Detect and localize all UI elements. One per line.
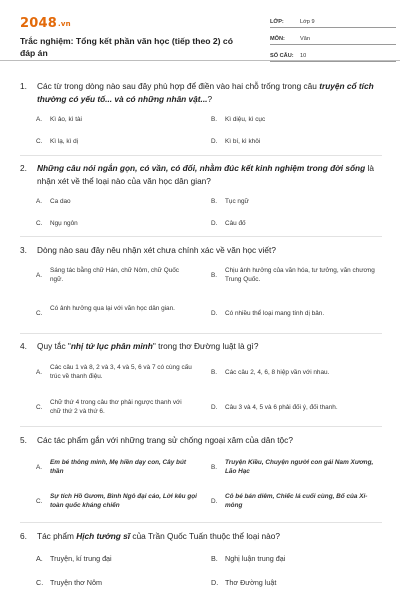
meta-value: Lớp 9 [300,19,315,25]
meta-box [270,14,396,62]
question-3 [20,244,382,257]
option-a[interactable]: A. Em bé thông minh, Mẹ hiền dạy con, Cây bút thần [36,459,186,476]
question-text: Dòng nào sau đây nêu nhận xét chưa chính xác về văn học viết? [37,245,276,255]
question-divider [20,236,382,237]
option-b[interactable]: B. Các câu 2, 4, 6, 8 hiệp vần với nhau. [211,369,330,376]
option-a[interactable]: A. Sáng tác bằng chữ Hán, chữ Nôm, chữ Quốc ngữ. [36,267,179,284]
question-divider [20,426,382,427]
question-divider [20,522,382,523]
option-a[interactable]: A. Truyện, kí trung đại [36,554,112,563]
question-5 [20,434,382,447]
question-2 [20,162,382,187]
option-c[interactable]: C. Chữ thứ 4 trong câu thơ phải ngược thanh với chữ thứ 2 và thứ 6. [36,399,182,416]
question-6 [20,530,382,543]
question-text: Tác phẩm Hịch tướng sĩ của Trần Quốc Tuấn thuộc thể loại nào? [37,531,281,541]
question-divider [20,155,382,156]
question-number: 2. [20,163,27,173]
option-a[interactable]: A. Kì ảo, kì tài [36,116,82,123]
option-c[interactable]: C. Có ảnh hưởng qua lại với văn học dân gian. [36,305,175,317]
question-text: Các tác phẩm gắn với những trang sử chống ngoại xâm của dân tộc? [37,435,293,445]
meta-label: SỐ CÂU: [270,53,294,59]
logo-suffix: .vn [57,20,71,28]
option-c[interactable]: C. Ngụ ngôn [36,220,78,227]
header-divider [0,60,400,61]
site-logo[interactable] [20,16,71,31]
meta-value: Văn [300,36,310,42]
option-a[interactable]: A. Các câu 1 và 8, 2 và 3, 4 và 5, 6 và 7 có cùng cấu trúc về thanh điệu. [36,364,192,381]
question-divider [20,333,382,334]
option-d[interactable]: D. Thơ Đường luật [211,578,277,587]
option-c[interactable]: C. Truyện thơ Nôm [36,578,102,587]
question-number: 1. [20,81,27,91]
question-text: Các từ trong dòng nào sau đây phù hợp để điền vào hai chỗ trống trong câu truyện cổ tích thường có yếu tố... và có những nhân vật...? [37,81,374,104]
option-d[interactable]: D. Cô bé bán diêm, Chiếc lá cuối cùng, Bố của Xi- mông [211,493,368,510]
question-number: 3. [20,245,27,255]
question-4 [20,340,382,353]
meta-row-grade [270,14,396,28]
meta-label: MÔN: [270,36,285,42]
meta-row-subject [270,31,396,45]
option-b[interactable]: B. Nghị luận trung đại [211,554,286,563]
question-text: Quy tắc "nhị tứ lục phân minh" trong thơ Đường luật là gì? [37,341,259,351]
option-c[interactable]: C. Kì lạ, kì dị [36,138,79,145]
option-a[interactable]: A. Ca dao [36,198,71,205]
option-c[interactable]: C. Sự tích Hồ Gươm, Bình Ngô đại cáo, Lời kêu gọi toàn quốc kháng chiến [36,493,197,510]
option-d[interactable]: D. Kì bí, kì khôi [211,138,261,145]
question-number: 4. [20,341,27,351]
document-title: Trắc nghiệm: Tổng kết phần văn học (tiếp theo 2) có đáp án [20,36,233,58]
option-d[interactable]: D. Câu 3 và 4, 5 và 6 phải đối ý, đối thanh. [211,404,338,411]
meta-label: LỚP: [270,19,284,25]
question-text: Những câu nói ngắn gọn, có vần, có đối, nhằm đúc kết kinh nghiệm trong đời sống là nhận xét về thể loại nào của văn học dân gian? [37,163,374,186]
option-b[interactable]: B. Kì diệu, kì cục [211,116,266,123]
question-number: 6. [20,531,27,541]
option-b[interactable]: B. Tục ngữ [211,198,249,205]
page-header [16,14,384,72]
logo-text: 2048 [20,16,57,31]
question-1 [20,80,382,105]
option-b[interactable]: B. Truyện Kiều, Chuyện người con gái Nam Xương, Lão Hạc [211,459,374,476]
meta-value: 10 [300,53,307,59]
option-d[interactable]: D. Câu đố [211,220,246,227]
option-b[interactable]: B. Chịu ảnh hưởng của văn hóa, tư tưởng, văn chương Trung Quốc. [211,267,375,284]
question-number: 5. [20,435,27,445]
option-d[interactable]: D. Có nhiều thể loại mang tính dị bản. [211,310,325,317]
